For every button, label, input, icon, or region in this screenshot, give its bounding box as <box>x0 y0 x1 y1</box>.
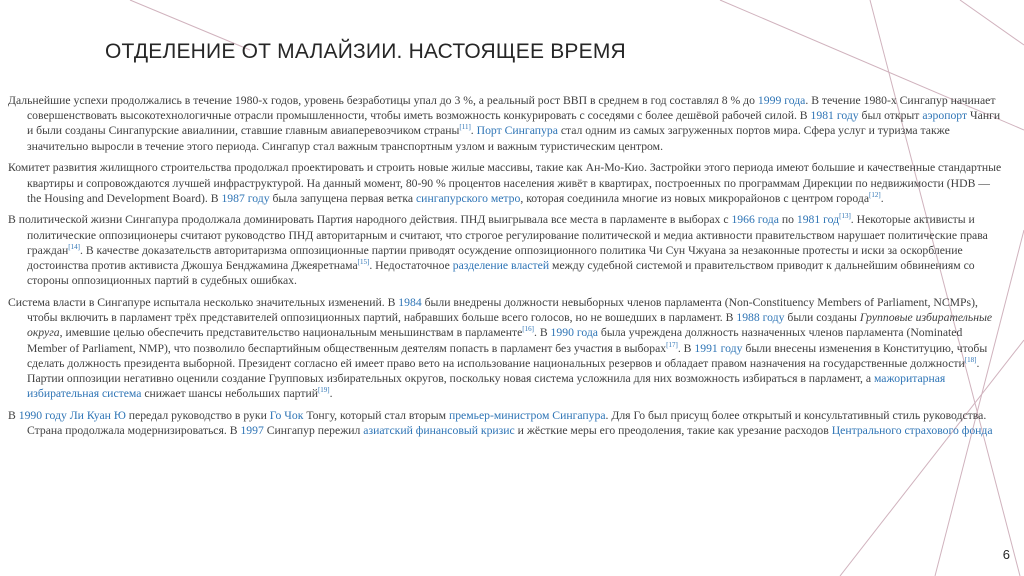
text-run: . <box>880 191 884 205</box>
hyperlink[interactable]: 1988 году <box>736 311 785 325</box>
text-run: и жёсткие меры его преодоления, такие как урезание расходов <box>514 424 832 438</box>
hyperlink[interactable]: мажоритарная избирательная система <box>27 371 946 401</box>
footnote-ref[interactable]: [15] <box>357 258 370 267</box>
text-run: . В течение 1980-х Сингапур начинает совершенствовать высокотехнологичные отрасли промышленности, чтобы иметь возможность конкурировать с соседями с более дешёвой рабочей силой. В <box>27 94 996 123</box>
text-run: были внедрены должности невыборных членов парламента (Non-Constituency Members of Parliament, NCMPs), чтобы включить в парламент трёх представителей оппозиционных партий, набравших больше всего голосов, но не вошедших в парламент. В <box>27 295 978 325</box>
footnote-ref[interactable]: [14] <box>68 242 80 251</box>
footnote-ref[interactable]: [11] <box>459 123 471 132</box>
hyperlink[interactable]: Центрального страхового фонда <box>831 424 993 438</box>
text-run: Комитет развития жилищного строительства продолжал проектировать и строить новые жилые массивы, такие как Ан-Мо-Кио. Застройки этого периода имеют большие и качественные стандартные квартиры и сопровождаются лучшей инфраструктурой. На данный момент, 80-90 % процентов населения живёт в квартирах, построенных по программам Дирекции по недвижимости (HDB — the Housing and Development Board). В <box>8 161 1002 205</box>
footnote-ref[interactable]: [18] <box>964 355 977 364</box>
text-run: Тонгу, который стал вторым <box>303 408 449 422</box>
hyperlink[interactable]: премьер-министром Сингапура <box>448 408 606 422</box>
text-run: по <box>778 213 797 227</box>
hyperlink[interactable]: Порт Сингапура <box>476 124 558 138</box>
paragraph <box>8 160 1002 206</box>
hyperlink[interactable]: 1981 год <box>796 213 840 227</box>
text-run: Чанги и были созданы Сингапурские авиалинии, ставшие главным авиаперевозчиком страны <box>27 109 1001 138</box>
hyperlink[interactable]: Ли Куан Ю <box>69 408 126 422</box>
paragraph <box>8 93 1002 154</box>
text-run: передал руководство в руки <box>125 408 270 422</box>
footnote-ref[interactable]: [16] <box>522 325 534 334</box>
text-run: снижает шансы небольших партий <box>141 387 318 401</box>
footnote-ref[interactable]: [13] <box>839 212 851 221</box>
hyperlink[interactable]: аэропорт <box>922 109 968 123</box>
text-run: были созданы <box>784 311 860 325</box>
text-run: Дальнейшие успехи продолжались в течение 1980-х годов, уровень безработицы упал до 3 %, а реальный рост ВВП в среднем в год составлял 8 % до <box>8 94 758 107</box>
text-run: , имевшие целью обеспечить представительство национальным меньшинствам в парламенте <box>59 326 523 340</box>
hyperlink[interactable]: 1990 года <box>550 326 598 340</box>
hyperlink[interactable]: 1991 году <box>694 341 743 355</box>
text-run: был открыт <box>858 109 923 123</box>
hyperlink[interactable]: 1997 <box>240 424 264 438</box>
slide-title: ОТДЕЛЕНИЕ ОТ МАЛАЙЗИИ. НАСТОЯЩЕЕ ВРЕМЯ <box>105 40 626 63</box>
paragraph <box>8 295 1002 401</box>
text-run: . В <box>677 341 695 355</box>
text-run: . Для Го был присущ более открытый и консультативный стиль руководства. Страна продолжала модернизироваться. В <box>27 408 987 438</box>
hyperlink[interactable]: 1999 года <box>757 94 806 107</box>
text-run: , которая соединила многие из новых микрорайонов с центром города <box>520 191 870 205</box>
hyperlink[interactable]: Го Чок <box>269 408 304 422</box>
text-run: были внесены изменения в Конституцию, чтобы сделать должность президента выборной. Президент согласно ей имеет право вето на использование национальных резервов и обладает правом назначения на государственные должности <box>27 341 988 370</box>
text-run: . Некоторые активисты и политические оппозиционеры считают руководство ПНД авторитарным и считают, что строгое регулирование политической и медиа активности правительством нарушает политические права граждан <box>27 213 988 257</box>
hyperlink[interactable]: 1981 году <box>810 109 859 123</box>
text-run: . Партии оппозиции негативно оценили создание Групповых избирательных округов, поскольку новая система усложнила для них возможность избираться в парламент, а <box>27 356 980 385</box>
paragraph <box>8 212 1002 288</box>
text-run: В <box>8 408 19 422</box>
hyperlink[interactable]: сингапурского метро <box>416 191 521 205</box>
text-run: . <box>329 387 333 401</box>
decor-line <box>960 0 1024 45</box>
page-number: 6 <box>1002 547 1010 562</box>
text-run: была учреждена должность назначенных членов парламента (Nominated Member of Parliament, NMP), что позволило беспартийным общественным деятелям попасть в парламент без участия в выборах <box>27 326 963 355</box>
hyperlink[interactable]: азиатский финансовый кризис <box>363 424 515 438</box>
italic-text: Групповые избирательные округа <box>27 311 993 340</box>
text-run: была запущена первая ветка <box>269 191 416 205</box>
hyperlink[interactable]: 1966 года <box>731 213 779 227</box>
text-run: Система власти в Сингапуре испытала несколько значительных изменений. В <box>8 295 399 309</box>
hyperlink[interactable]: 1990 году <box>18 408 67 422</box>
text-run: . В <box>533 326 551 340</box>
text-run: Сингапур пережил <box>263 424 364 438</box>
text-run: . В качестве доказательств авторитаризма оппозиционные партии приводят осуждение оппозиционного политика Чи Сун Чжуана за незаконные протесты и иски за оскорбление достоинства против активиста Джошуа Бенджамина Джеяретнама <box>27 243 963 273</box>
paragraph <box>8 408 1002 438</box>
text-run: . Недостаточное <box>369 259 453 273</box>
footnote-ref[interactable]: [19] <box>317 386 330 395</box>
hyperlink[interactable]: разделение властей <box>452 259 550 273</box>
hyperlink[interactable]: 1984 <box>398 295 422 309</box>
text-run: между судебной системой и правительством приводит к дальнейшим обвинениям со стороны оппозиционных партий в судебных ошибках. <box>27 259 975 288</box>
text-run: В политической жизни Сингапура продолжала доминировать Партия народного действия. ПНД выигрывала все места в парламенте в выборах с <box>8 213 732 227</box>
slide-body <box>8 93 1002 445</box>
text-run: стал одним из самых загруженных портов мира. Сфера услуг и туризма также значительно выросли в течение этого периода. Сингапур стал важным транспортным узлом и важным туристическим центром. <box>27 124 950 153</box>
footnote-ref[interactable]: [17] <box>666 340 678 349</box>
footnote-ref[interactable]: [12] <box>869 190 881 199</box>
hyperlink[interactable]: 1987 году <box>221 191 270 205</box>
text-run: . <box>470 124 477 138</box>
